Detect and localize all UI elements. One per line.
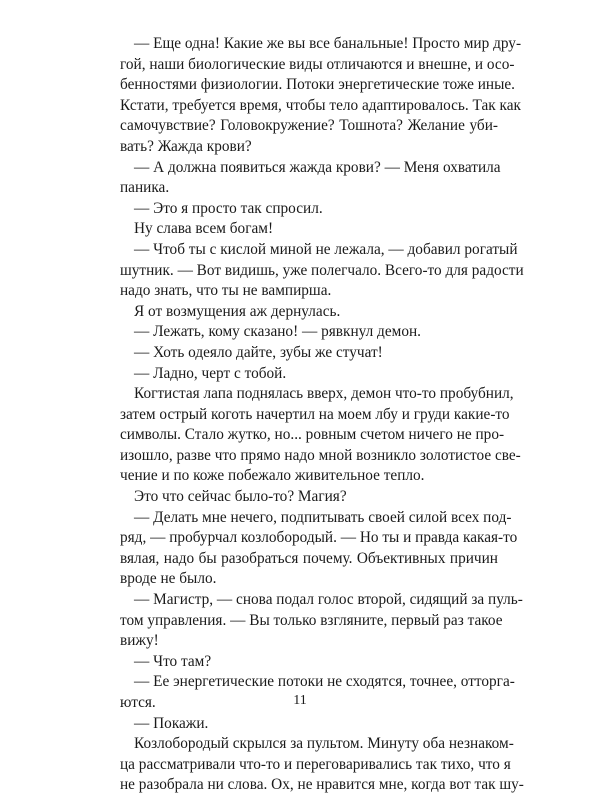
text-line: — Ее энергетические потоки не сходятся, точнее, отторга- (134, 673, 515, 691)
paragraph (120, 219, 498, 240)
text-line: Ну слава всем богам! (134, 220, 274, 238)
paragraph (120, 322, 498, 343)
text-line: вать? Жажда крови? (120, 137, 252, 155)
paragraph (120, 734, 524, 796)
text-line: гой, наши биологические виды отличаются и внешне, и осо- (120, 55, 515, 73)
text-line: — Что там? (134, 652, 212, 670)
text-line: надо знать, что ты не вампирша. (120, 282, 332, 300)
paragraph (120, 34, 522, 158)
page-number: 11 (293, 693, 307, 708)
paragraph (120, 714, 498, 735)
text-line: вялая, надо бы разобраться почему. Объективных причин (120, 549, 498, 567)
text-line: — Хоть одеяло дайте, зубы же стучат! (134, 343, 383, 361)
text-line: Козлобородый скрылся за пультом. Минуту оба незнаком- (134, 735, 514, 753)
text-line: — Лежать, кому сказано! — рявкнул демон. (134, 323, 421, 341)
text-line: бенностями физиологии. Потоки энергетические тоже иные. (120, 76, 515, 94)
text-line: ются. (120, 694, 156, 711)
text-line: — Магистр, — снова подал голос второй, сидящий за пуль- (134, 591, 523, 609)
text-line: шутник. — Вот видишь, уже полегчало. Всего-то для радости (120, 261, 524, 279)
page-body-text (120, 34, 524, 796)
text-line: ряд, — пробурчал козлобородый. — Но ты и правда какая-то (120, 529, 518, 547)
text-line: — Это я просто так спросил. (134, 199, 323, 217)
text-line: том управления. — Вы только взгляните, первый раз такое (120, 611, 503, 629)
text-line: — Чтоб ты с кислой миной не лежала, — добавил рогатый (134, 240, 518, 258)
text-line: паника. (120, 179, 170, 197)
text-line: — А должна появиться жажда крови? — Меня охватила (134, 158, 501, 176)
text-line: изошло, разве что прямо надо мной возникло золотистое све- (120, 446, 521, 464)
text-line: — Делать мне нечего, подпитывать своей силой всех под- (134, 508, 512, 526)
paragraph (120, 590, 523, 652)
text-line: символы. Стало жутко, но... ровным счетом ничего не про- (120, 426, 505, 444)
text-line: — Покажи. (134, 714, 209, 732)
paragraph (120, 487, 498, 508)
paragraph (120, 199, 498, 220)
text-line: Когтистая лапа поднялась вверх, демон что-то пробубнил, (134, 385, 514, 403)
paragraph (120, 384, 521, 487)
paragraph (120, 343, 498, 364)
text-line: вижу! (120, 632, 159, 650)
text-line: затем острый коготь начертил на моем лбу и груди какие-то (120, 405, 510, 423)
text-line: Кстати, требуется время, чтобы тело адаптировалось. Так как (120, 96, 521, 114)
paragraph (120, 508, 518, 590)
text-line: не разобрала ни слова. Ох, не нравится мне, когда вот так шу- (120, 776, 524, 794)
text-line: вроде не было. (120, 570, 217, 588)
text-line: ца рассматривали что-то и переговаривались так тихо, что я (120, 755, 511, 773)
paragraph (120, 364, 498, 385)
text-line: самочувствие? Головокружение? Тошнота? Желание уби- (120, 117, 498, 135)
text-line: Я от возмущения аж дернулась. (134, 302, 341, 320)
paragraph (120, 652, 498, 673)
text-line: — Еще одна! Какие же вы все банальные! Просто мир дру- (134, 35, 522, 52)
paragraph (120, 158, 501, 199)
text-line: чение и по коже побежало живительное тепло. (120, 467, 425, 485)
paragraph (120, 302, 498, 323)
text-line: — Ладно, черт с тобой. (134, 364, 287, 382)
text-line: Это что сейчас было-то? Магия? (134, 488, 347, 506)
paragraph (120, 240, 524, 302)
